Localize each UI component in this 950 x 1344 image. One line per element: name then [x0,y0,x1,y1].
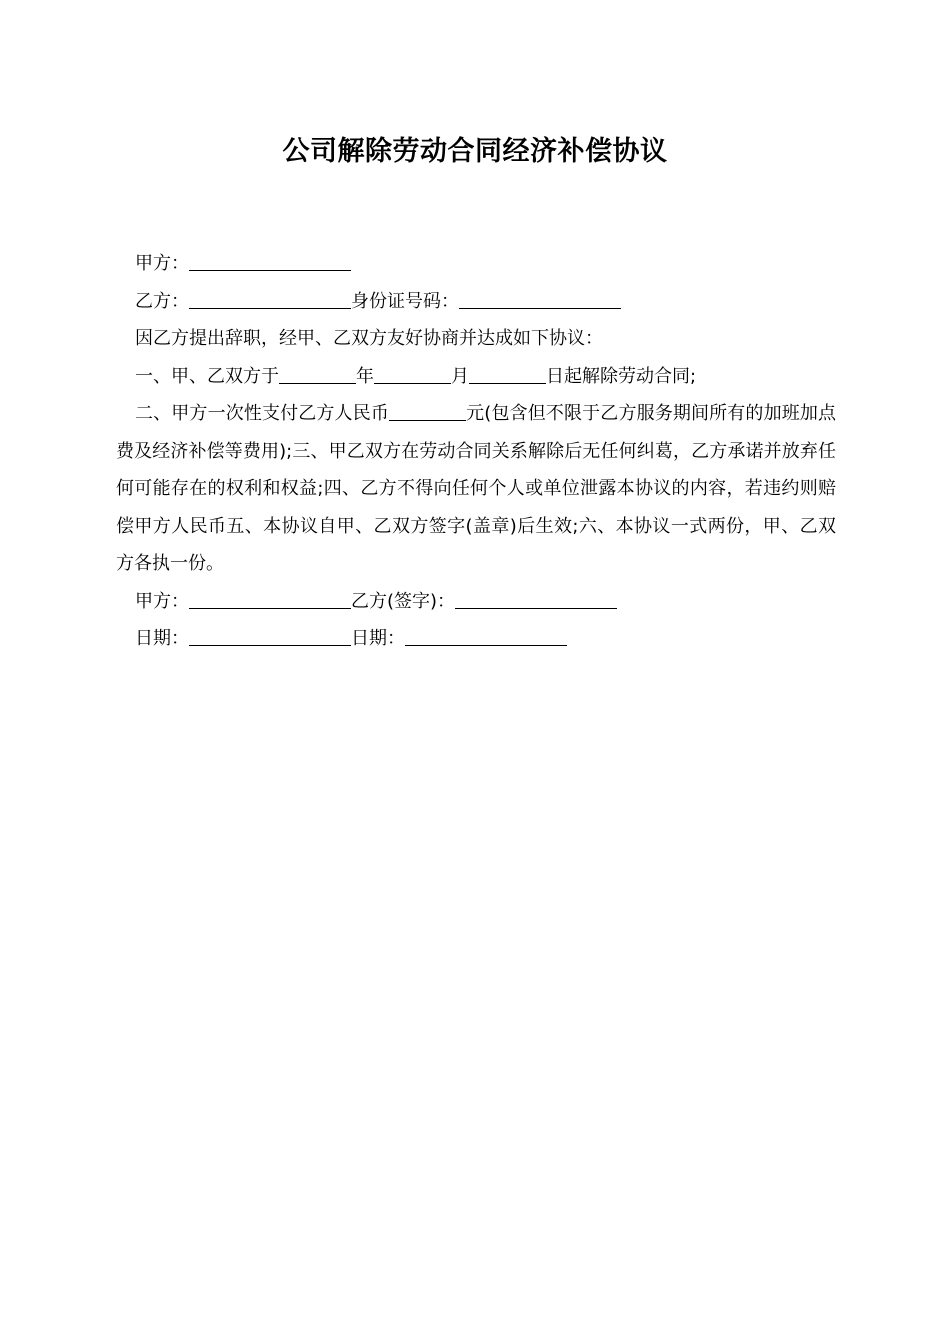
clause-1-year-label: 年 [356,365,374,387]
clause-1-suffix: 日起解除劳动合同; [546,365,697,387]
date-b-blank [405,644,567,646]
clause-1-month-blank [374,382,451,384]
clause-1 [116,358,836,396]
clause-2-prefix: 二、甲方一次性支付乙方人民币 [135,403,389,424]
date-line [116,620,836,658]
party-b-label: 乙方： [135,290,189,312]
clause-2 [116,395,836,583]
party-a-label: 甲方： [135,253,189,274]
clause-2-amount-blank [389,419,466,421]
document-body [116,245,836,658]
clause-1-year-blank [279,382,356,384]
date-b-label: 日期： [351,628,405,649]
signature-line [116,583,836,621]
date-a-label: 日期： [135,628,189,649]
clause-1-month-label: 月 [451,365,469,387]
id-number-blank [459,307,621,309]
signature-party-b-blank [455,607,617,609]
intro-line [116,320,836,358]
date-a-blank [189,644,351,646]
party-b-blank [189,307,351,309]
party-a-line [116,245,836,283]
party-b-line [116,283,836,321]
clause-1-prefix: 一、甲、乙双方于 [135,365,279,387]
signature-party-a-blank [189,607,351,609]
document-title: 公司解除劳动合同经济补偿协议 [282,136,668,167]
clause-1-day-blank [469,382,546,384]
signature-party-a-label: 甲方： [135,590,189,612]
signature-party-b-label: 乙方(签字)： [351,590,456,612]
id-number-label: 身份证号码： [351,290,459,312]
party-a-blank [189,269,351,271]
intro-text: 因乙方提出辞职，经甲、乙双方友好协商并达成如下协议： [135,328,603,349]
clause-2-rest: 元(包含但不限于乙方服务期间所有的加班加点费及经济补偿等费用);三、甲乙双方在劳动合同关系解除后无任何纠葛，乙方承诺并放弃任何可能存在的权利和权益;四、乙方不得向任何个人或单位泄露本协议的内容，若违约则赔偿甲方人民币五、本协议自甲、乙双方签字(盖章)后生效;六、本协议一式两份，甲、乙双方各执一份。 [116,403,837,574]
